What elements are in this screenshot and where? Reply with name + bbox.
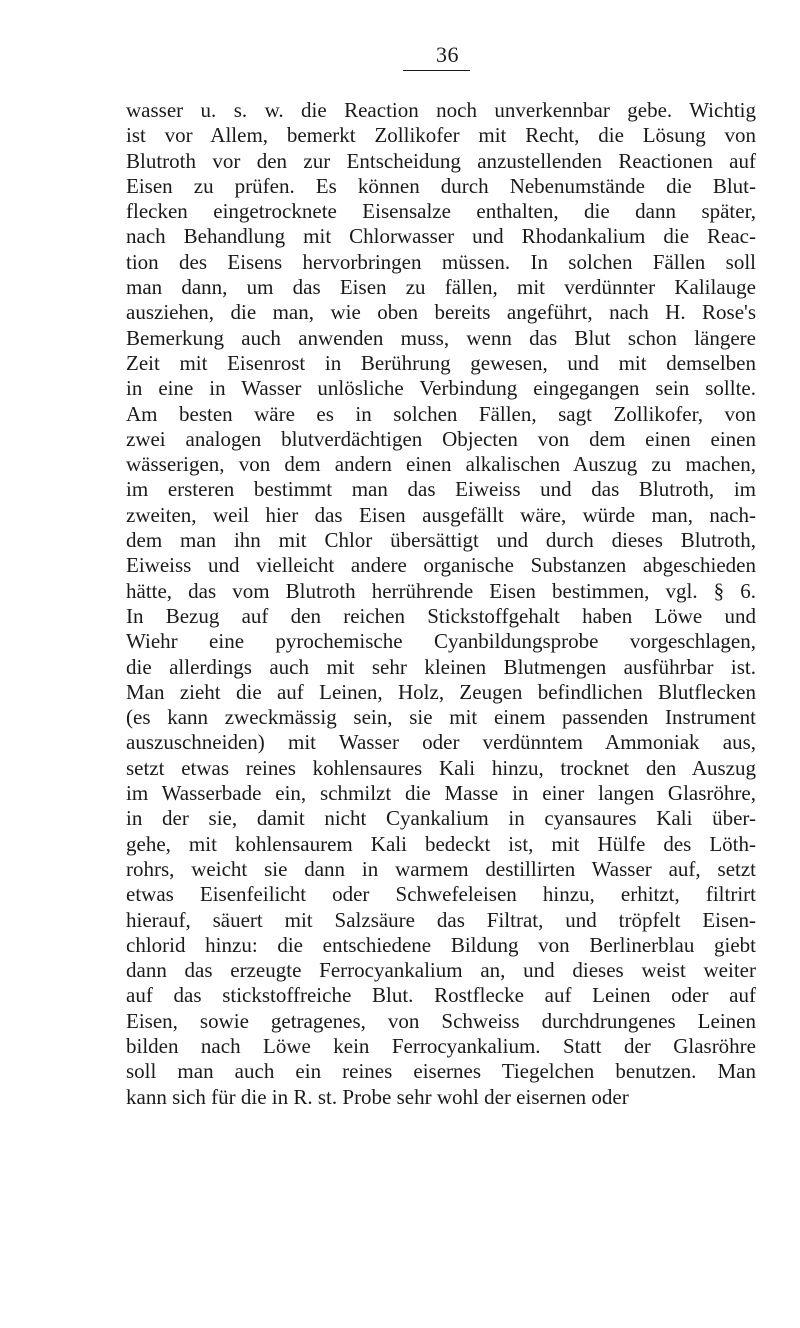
text-line: Zeit mit Eisenrost in Berührung gewesen, und mit demselben: [126, 350, 756, 375]
text-line: in der sie, damit nicht Cyankalium in cyansaures Kali über-: [126, 806, 756, 831]
page-number-underline: [403, 70, 470, 71]
text-line: ausziehen, die man, wie oben bereits angeführt, nach H. Rose's: [126, 300, 756, 325]
text-line: in eine in Wasser unlösliche Verbindung eingegangen sein sollte.: [126, 376, 756, 401]
text-line: chlorid hinzu: die entschiedene Bildung von Berlinerblau giebt: [126, 932, 756, 957]
text-line: dem man ihn mit Chlor übersättigt und durch dieses Blutroth,: [126, 528, 756, 553]
text-line: die allerdings auch mit sehr kleinen Blutmengen ausführbar ist.: [126, 654, 756, 679]
text-line: Bemerkung auch anwenden muss, wenn das Blut schon längere: [126, 325, 756, 350]
text-line: ist vor Allem, bemerkt Zollikofer mit Recht, die Lösung von: [126, 123, 756, 148]
text-line: Man zieht die auf Leinen, Holz, Zeugen befindlichen Blutflecken: [126, 679, 756, 704]
text-line: hierauf, säuert mit Salzsäure das Filtrat, und tröpfelt Eisen-: [126, 907, 756, 932]
text-line: flecken eingetrocknete Eisensalze enthalten, die dann später,: [126, 199, 756, 224]
text-line: Wiehr eine pyrochemische Cyanbildungsprobe vorgeschlagen,: [126, 629, 756, 654]
text-line: etwas Eisenfeilicht oder Schwefeleisen hinzu, erhitzt, filtrirt: [126, 882, 756, 907]
text-line: Blutroth vor den zur Entscheidung anzustellenden Reactionen auf: [126, 148, 756, 173]
text-line: tion des Eisens hervorbringen müssen. In solchen Fällen soll: [126, 249, 756, 274]
text-line: bilden nach Löwe kein Ferrocyankalium. Statt der Glasröhre: [126, 1033, 756, 1058]
text-line: wässerigen, von dem andern einen alkalischen Auszug zu machen,: [126, 452, 756, 477]
text-line: zwei analogen blutverdächtigen Objecten von dem einen einen: [126, 426, 756, 451]
text-line: hätte, das vom Blutroth herrührende Eisen bestimmen, vgl. § 6.: [126, 578, 756, 603]
text-line: auf das stickstoffreiche Blut. Rostflecke auf Leinen oder auf: [126, 983, 756, 1008]
text-line: auszuschneiden) mit Wasser oder verdünntem Ammoniak aus,: [126, 730, 756, 755]
text-line: rohrs, weicht sie dann in warmem destillirten Wasser auf, setzt: [126, 856, 756, 881]
text-line: nach Behandlung mit Chlorwasser und Rhodankalium die Reac-: [126, 224, 756, 249]
text-line: im Wasserbade ein, schmilzt die Masse in einer langen Glasröhre,: [126, 781, 756, 806]
text-line: In Bezug auf den reichen Stickstoffgehalt haben Löwe und: [126, 603, 756, 628]
text-line: man dann, um das Eisen zu fällen, mit verdünnter Kalilauge: [126, 275, 756, 300]
text-line: wasser u. s. w. die Reaction noch unverkennbar gebe. Wichtig: [126, 98, 756, 122]
text-line: soll man auch ein reines eisernes Tiegelchen benutzen. Man: [126, 1059, 756, 1084]
text-line: Eiweiss und vielleicht andere organische Substanzen abgeschieden: [126, 553, 756, 578]
text-line: Eisen zu prüfen. Es können durch Nebenumstände die Blut-: [126, 173, 756, 198]
text-line: Am besten wäre es in solchen Fällen, sagt Zollikofer, von: [126, 401, 756, 426]
text-line: setzt etwas reines kohlensaures Kali hinzu, trocknet den Auszug: [126, 755, 756, 780]
text-line: Eisen, sowie getragenes, von Schweiss durchdrungenes Leinen: [126, 1008, 756, 1033]
text-line: im ersteren bestimmt man das Eiweiss und das Blutroth, im: [126, 477, 756, 502]
body-text: [126, 98, 756, 1110]
page-number: 36: [436, 42, 459, 67]
text-line: kann sich für die in R. st. Probe sehr wohl der eisernen oder: [126, 1084, 629, 1109]
text-line: dann das erzeugte Ferrocyankalium an, und dieses weist weiter: [126, 958, 756, 983]
text-line: (es kann zweckmässig sein, sie mit einem passenden Instrument: [126, 705, 756, 730]
text-line: zweiten, weil hier das Eisen ausgefällt wäre, würde man, nach-: [126, 502, 756, 527]
text-line: gehe, mit kohlensaurem Kali bedeckt ist, mit Hülfe des Löth-: [126, 831, 756, 856]
